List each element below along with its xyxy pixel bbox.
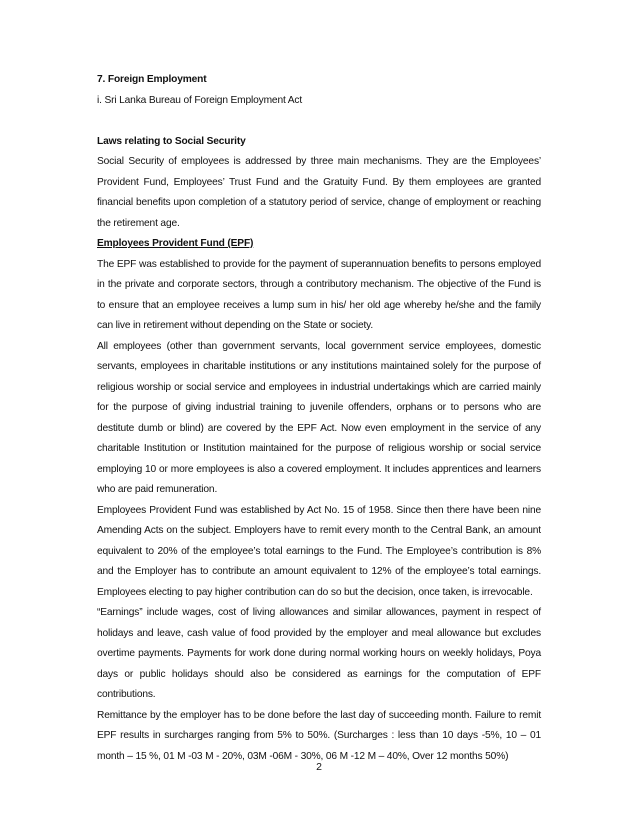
epf-paragraph-5: Remittance by the employer has to be done before the last day of succeeding month. Failure to remit EPF results in surcharges ranging from 5% to 50%. (Surcharges : less than 10 days -5%, 10 – 01 month – 15 %, 01 M -03 M - 20%, 03M -06M - 30%, 06 M -12 M – 40%, Over 12 months 50%) bbox=[97, 709, 541, 762]
page-number: 2 bbox=[316, 761, 322, 773]
section-heading: 7. Foreign Employment bbox=[97, 74, 207, 85]
epf-heading: Employees Provident Fund (EPF) bbox=[97, 238, 254, 249]
social-security-heading: Laws relating to Social Security bbox=[97, 135, 246, 147]
epf-paragraph-1: The EPF was established to provide for the payment of superannuation benefits to persons employed in the private and corporate sectors, through a contributory mechanism. The objective of the Fund is to ensure that an employee receives a lump sum in his/ her old age whereby he/she and the family can live in retirement without depending on the State or society. bbox=[97, 258, 541, 331]
epf-paragraph-3: Employees Provident Fund was established by Act No. 15 of 1958. Since then there have been nine Amending Acts on the subject. Employers have to remit every month to the Central Bank, an amount equivalent to 20% of the employee’s total earnings to the Fund. The Employee’s contribution is 8% and the Employer has to contribute an amount equivalent to 12% of the employee’s total earnings. Employees electing to pay higher contribution can do so but the decision, once taken, is irrevocable. bbox=[97, 504, 541, 598]
social-security-paragraph: Social Security of employees is addressed by three main mechanisms. They are the Employees’ Provident Fund, Employees’ Trust Fund and the Gratuity Fund. By them employees are granted financial benefits upon completion of a statutory period of service, change of employment or reaching the retirement age. bbox=[97, 156, 541, 229]
page-content bbox=[97, 70, 541, 767]
epf-paragraph-4: “Earnings” include wages, cost of living allowances and similar allowances, payment in respect of holidays and leave, cash value of food provided by the employer and meal allowance but excludes overtime payments. Payments for work done during normal working hours on weekly holidays, Poya days or public holidays should also be considered as earnings for the computation of EPF contributions. bbox=[97, 607, 541, 700]
act-line: i. Sri Lanka Bureau of Foreign Employment Act bbox=[97, 94, 303, 106]
spacer bbox=[97, 111, 541, 132]
epf-paragraph-2: All employees (other than government servants, local government service employees, domestic servants, employees in charitable institutions or any institutions maintained solely for the purpose of religious worship or social service and employees in industrial undertakings which are carried mainly for the purpose of giving industrial training to juvenile offenders, orphans or to persons who are destitute dumb or blind) are covered by the EPF Act. Now even employment in the service of any charitable Institution or Institution maintained for the purpose of religious worship or social service employing 10 or more employees is also a covered employment. It includes apprentices and learners who are paid remuneration. bbox=[97, 340, 541, 495]
